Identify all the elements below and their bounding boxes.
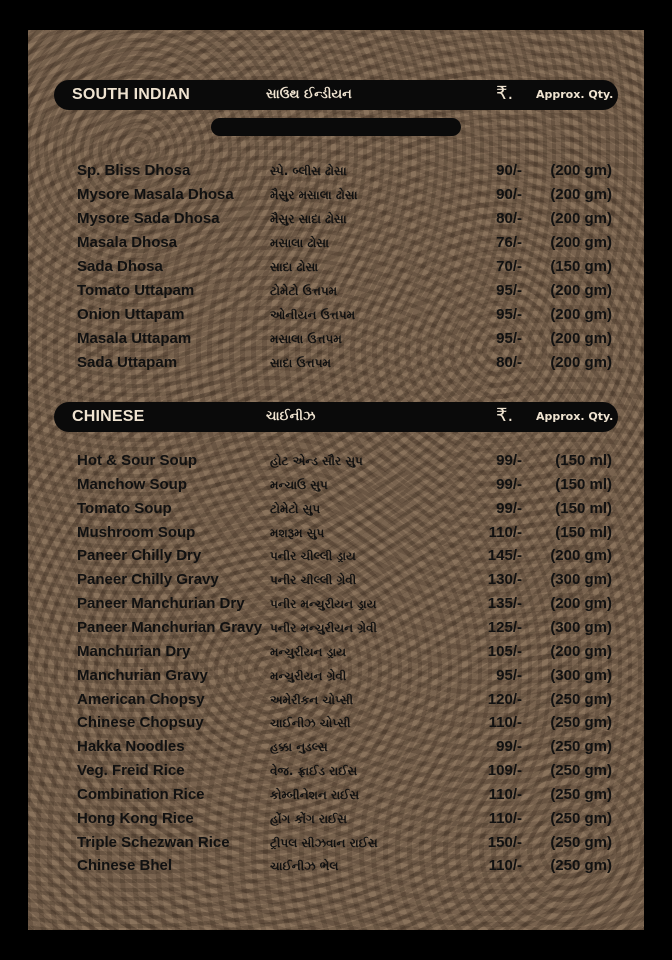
item-qty: (300 gm) [550,618,612,636]
item-price: 110/- [488,523,522,541]
item-price: 120/- [487,690,522,708]
item-price: 145/- [487,547,522,565]
item-name-gujarati: મન્ચુરીયન ગ્રેવી [270,668,347,683]
item-price: 110/- [488,785,522,803]
menu-item-row [28,712,644,736]
item-name-gujarati: સાદા ઉત્તપમ [270,356,331,370]
menu-item-row [28,641,644,665]
menu-item-row [28,689,644,713]
item-name-gujarati: મૈસુર સાદા ઢોસા [270,212,347,226]
item-name: Hakka Noodles [77,738,185,756]
item-name: Masala Uttapam [77,330,192,347]
menu-item-row [28,208,644,232]
item-qty: (250 gm) [550,809,612,827]
item-price: 110/- [488,857,522,875]
item-name-gujarati: ટ્રીપલ સીઝવાન રાઈસ [270,835,378,850]
menu-card [28,30,644,930]
item-name-gujarati: ટોમેટો સુપ [270,501,321,516]
item-price: 90/- [496,162,522,179]
item-name-gujarati: મન્ચુરીયન ડ્રાય [270,644,347,659]
item-name-gujarati: પનીર ચીલ્લી ગ્રેવી [270,573,357,588]
item-price: 95/- [496,666,522,684]
menu-item-row [28,522,644,546]
menu-item-row [28,160,644,184]
menu-item-row [28,474,644,498]
item-price: 76/- [496,234,522,251]
item-qty: (200 gm) [550,306,612,323]
item-qty: (250 gm) [550,714,612,732]
item-qty: (200 gm) [550,282,612,299]
item-name-gujarati: મશરૂમ સુપ [270,525,325,540]
menu-item-row [28,545,644,569]
qty-label: Approx. Qty. [536,88,614,101]
item-qty: (250 gm) [550,857,612,875]
section-header-south-indian [54,80,618,110]
item-name: Triple Schezwan Rice [77,833,230,851]
menu-item-row [28,232,644,256]
item-price: 110/- [488,809,522,827]
item-name: Sp. Bliss Dhosa [77,162,191,179]
item-price: 99/- [496,499,522,517]
item-name-gujarati: મૈસુર મસાલા ઢોસા [270,188,358,202]
item-price: 99/- [496,475,522,493]
item-price: 99/- [496,452,522,469]
item-qty: (250 gm) [550,690,612,708]
item-name: Paneer Manchurian Gravy [77,618,263,636]
section-title-gujarati: સાઉથ ઈન્ડીયન [266,87,352,102]
item-qty: (200 gm) [550,547,612,565]
qty-label: Approx. Qty. [536,410,614,423]
item-name: Mysore Sada Dhosa [77,210,220,227]
item-price: 90/- [496,186,522,203]
menu-item-row [28,450,644,474]
item-qty: (200 gm) [550,210,612,227]
item-name-gujarati: પનીર ચીલ્લી ડ્રાય [270,549,356,564]
item-qty: (150 gm) [550,258,612,275]
item-qty: (300 gm) [550,666,612,684]
menu-item-row [28,304,644,328]
item-price: 80/- [496,354,522,371]
item-name: Tomato Uttapam [77,282,195,299]
item-name-gujarati: મસાલા ઉત્તપમ [270,332,342,346]
item-price: 135/- [487,595,522,613]
item-price: 109/- [487,762,522,780]
item-price: 105/- [487,642,522,660]
item-name: Mysore Masala Dhosa [77,186,234,203]
item-name-gujarati: સાદા ઢોસા [270,260,319,274]
item-name-gujarati: સ્પે. બ્લીસ ઢોસા [270,164,347,178]
menu-item-row [28,808,644,832]
item-price: 150/- [487,833,522,851]
item-qty: (200 gm) [550,642,612,660]
item-name: Sada Uttapam [77,354,178,371]
item-qty: (200 gm) [550,186,612,203]
menu-item-row [28,784,644,808]
item-qty: (200 gm) [550,330,612,347]
item-name: Manchurian Gravy [77,666,208,684]
item-qty: (250 gm) [550,785,612,803]
menu-item-row [28,832,644,856]
item-qty: (200 gm) [550,354,612,371]
item-qty: (300 gm) [550,571,612,589]
item-name-gujarati: હક્કા નુડલ્સ [270,740,328,755]
item-name-gujarati: મસાલા ઢોસા [270,236,329,250]
item-name: Chinese Bhel [77,857,173,875]
item-name-gujarati: અમેરીકન ચોપ્સી [270,692,354,707]
menu-item-row [28,665,644,689]
item-name-gujarati: પનીર મન્ચુરીયન ડ્રાય [270,597,377,612]
menu-item-row [28,593,644,617]
item-name: Masala Dhosa [77,234,178,251]
menu-item-row [28,736,644,760]
item-name: Combination Rice [77,785,205,803]
item-price: 110/- [488,714,522,732]
item-name-gujarati: હોંગ કોંગ રાઈસ [270,811,348,826]
item-qty: (150 ml) [555,523,612,541]
menu-item-row [28,328,644,352]
item-price: 99/- [496,738,522,756]
item-price: 95/- [496,282,522,299]
section-title: SOUTH INDIAN [72,86,190,103]
item-name: Paneer Chilly Dry [77,547,202,565]
item-price: 70/- [496,258,522,275]
item-name-gujarati: ચાઈનીઝ ચોપ્સી [270,716,351,731]
item-name: Paneer Manchurian Dry [77,595,245,613]
menu-item-row [28,617,644,641]
item-name: Sada Dhosa [77,258,163,275]
item-qty: (150 ml) [555,499,612,517]
item-name: Mushroom Soup [77,523,196,541]
menu-item-row [28,498,644,522]
item-price: 125/- [487,618,522,636]
menu-item-row [28,184,644,208]
item-name-gujarati: હોટ એન્ડ સૌર સુપ [270,454,363,468]
item-name: Paneer Chilly Gravy [77,571,219,589]
menu-item-row [28,760,644,784]
section-title: CHINESE [72,408,145,425]
item-name: Veg. Freid Rice [77,762,185,780]
item-name-gujarati: કોમ્બીનેશન રાઈસ [270,787,360,802]
item-name-gujarati: પનીર મન્ચુરીયન ગ્રેવી [270,620,377,635]
currency-symbol: ₹. [496,405,514,426]
item-price: 130/- [487,571,522,589]
item-name: Tomato Soup [77,499,172,517]
item-qty: (250 gm) [550,738,612,756]
section-title-gujarati: ચાઈનીઝ [266,409,316,424]
item-name: Hot & Sour Soup [77,452,197,469]
menu-item-row [28,855,644,879]
item-qty: (200 gm) [550,595,612,613]
menu-item-row [28,256,644,280]
item-name: Hong Kong Rice [77,809,194,827]
item-name-gujarati: ઓનીયન ઉત્તપમ [270,308,356,322]
menu-item-row [28,569,644,593]
menu-item-row [28,352,644,376]
item-qty: (200 gm) [550,162,612,179]
item-name: Manchurian Dry [77,642,191,660]
item-qty: (150 ml) [555,452,612,469]
item-name: Chinese Chopsuy [77,714,204,732]
menu-item-row [28,280,644,304]
item-price: 95/- [496,330,522,347]
item-name: Onion Uttapam [77,306,185,323]
item-name-gujarati: ટોમેટો ઉત્તપમ [270,284,338,298]
item-name-gujarati: ચાઈનીઝ ભેલ [270,859,339,874]
item-price: 80/- [496,210,522,227]
decorative-pill [211,118,461,136]
item-qty: (250 gm) [550,833,612,851]
item-qty: (200 gm) [550,234,612,251]
item-name-gujarati: વેજ. ફ્રાઈડ રાઈસ [270,764,358,779]
item-qty: (150 ml) [555,475,612,493]
currency-symbol: ₹. [496,83,514,104]
section-header-chinese [54,402,618,432]
item-name-gujarati: મન્ચાઉ સુપ [270,477,328,492]
item-price: 95/- [496,306,522,323]
item-qty: (250 gm) [550,762,612,780]
item-name: Manchow Soup [77,475,187,493]
item-name: American Chopsy [77,690,205,708]
